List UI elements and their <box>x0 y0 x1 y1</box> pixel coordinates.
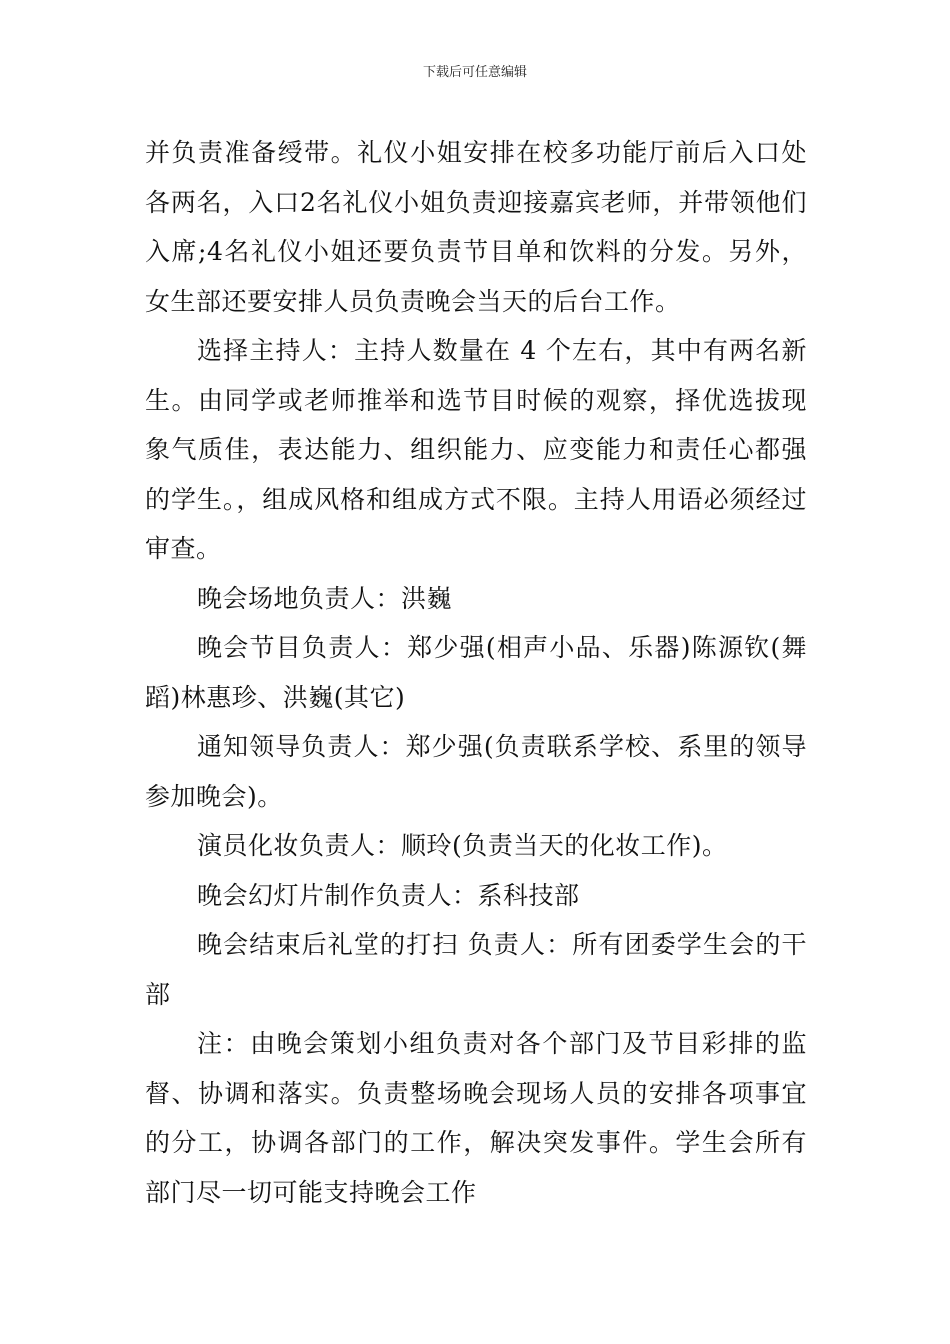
page-header: 下载后可任意编辑 <box>422 65 527 80</box>
paragraph-slides-lead: 晚会幻灯片制作负责人：系科技部 <box>197 880 580 910</box>
document-body <box>145 128 807 1217</box>
paragraph-makeup-lead: 演员化妆负责人：顺玲(负责当天的化妆工作)。 <box>197 831 728 860</box>
paragraph-notify-leaders: 通知领导负责人：郑少强(负责联系学校、系里的领导参加晚会)。 <box>145 732 807 811</box>
paragraph-program-lead: 晚会节目负责人：郑少强(相声小品、乐器)陈源钦(舞蹈)林惠珍、洪巍(其它) <box>145 633 807 712</box>
paragraph-select-presenters: 选择主持人：主持人数量在 4 个左右，其中有两名新生。由同学或老师推举和选节目时候的观察，择优选拔现象气质佳，表达能力、组织能力、应变能力和责任心都强的学生。，组成风格和组成方式不限。主持人用语必须经过审查。 <box>145 336 807 563</box>
paragraph-cleanup-lead: 晚会结束后礼堂的打扫 负责人：所有团委学生会的干部 <box>145 930 807 1009</box>
paragraph-ceremony-hosts: 并负责准备绶带。礼仪小姐安排在校多功能厅前后入口处各两名，入口2名礼仪小姐负责迎接嘉宾老师，并带领他们入席;4名礼仪小姐还要负责节目单和饮料的分发。另外，女生部还要安排人员负责晚会当天的后台工作。 <box>145 138 807 316</box>
paragraph-note: 注：由晚会策划小组负责对各个部门及节目彩排的监督、协调和落实。负责整场晚会现场人员的安排各项事宜的分工，协调各部门的工作，解决突发事件。学生会所有部门尽一切可能支持晚会工作 <box>145 1029 807 1207</box>
paragraph-venue-lead: 晚会场地负责人：洪巍 <box>197 583 453 613</box>
